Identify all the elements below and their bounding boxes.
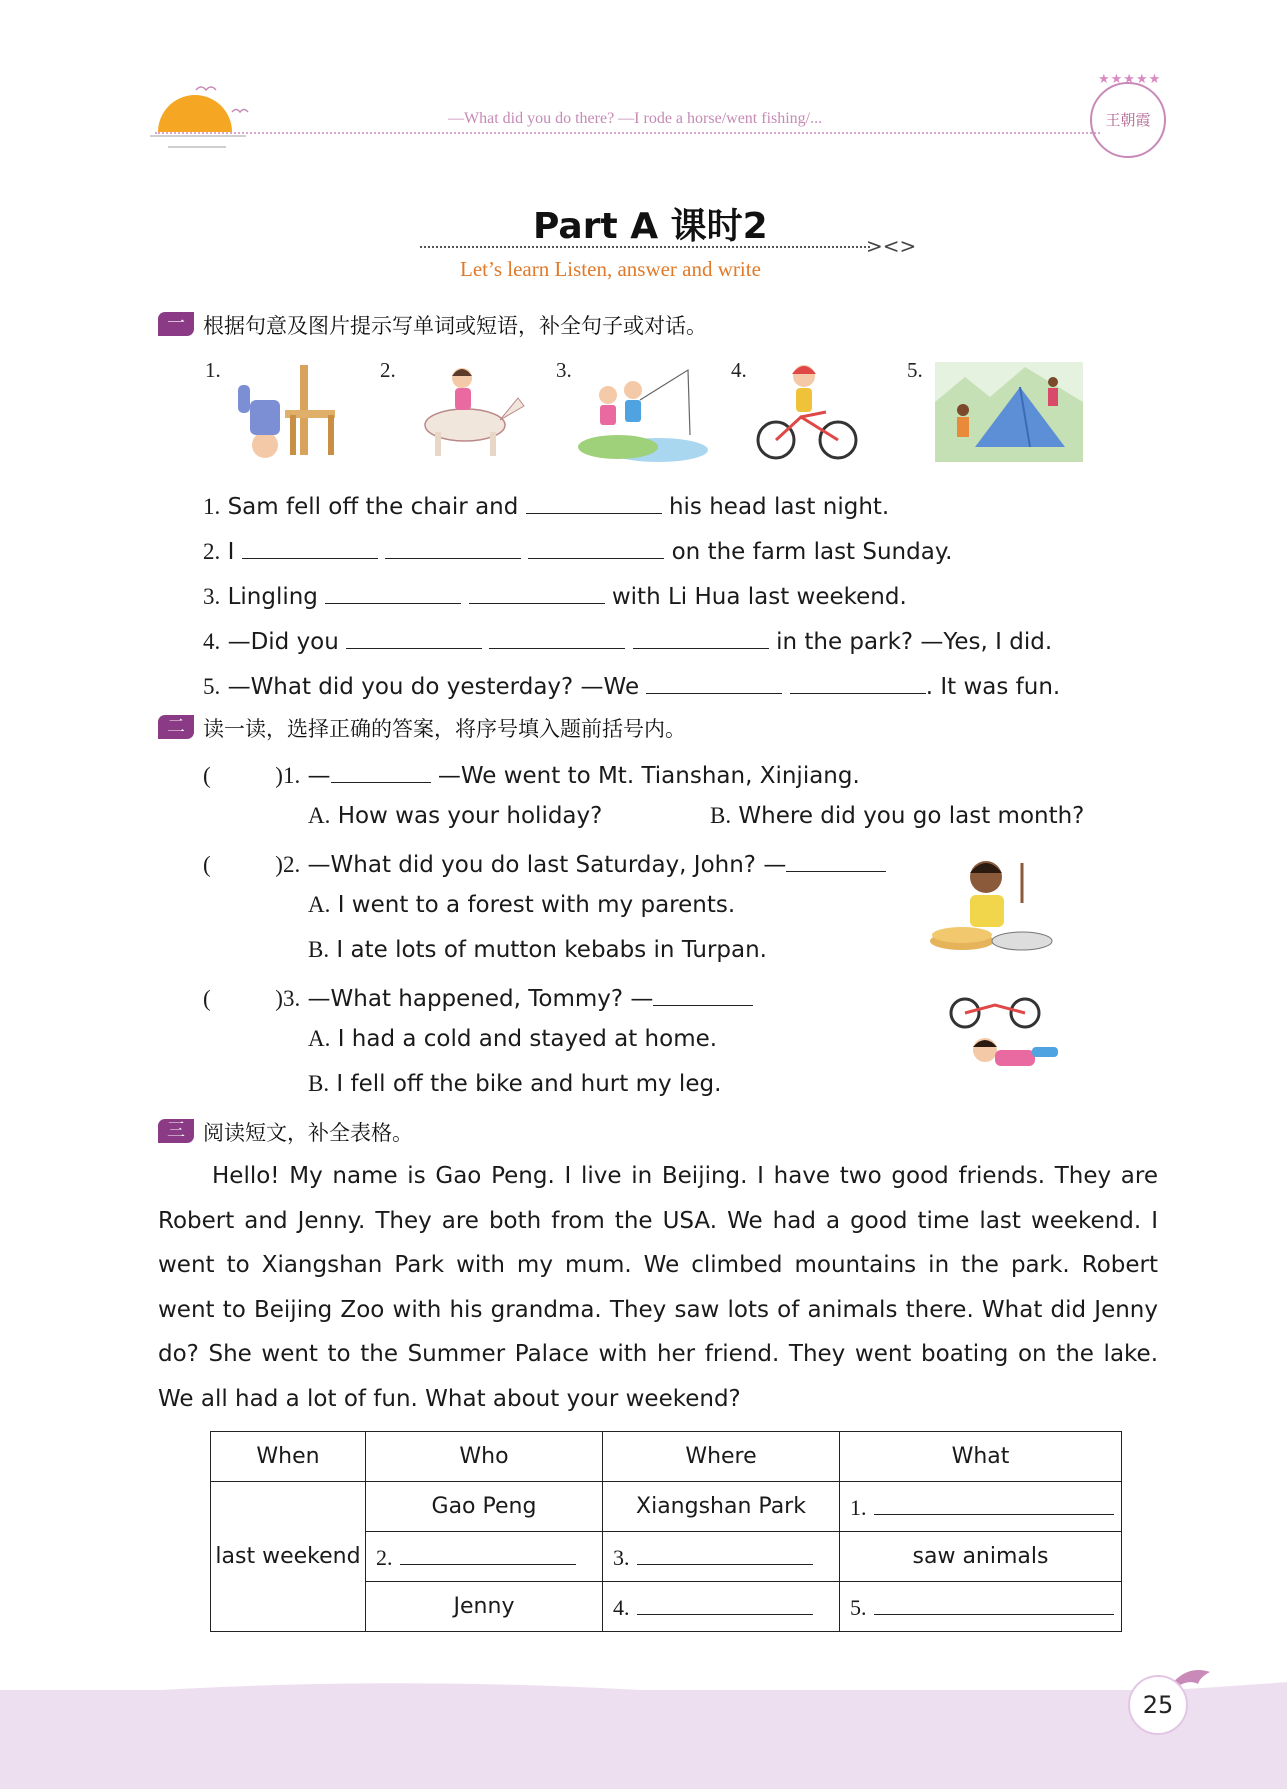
answer-paren[interactable] xyxy=(218,982,268,1006)
birds-icon xyxy=(194,82,254,122)
table-header-cell: What xyxy=(840,1432,1122,1482)
header-rule xyxy=(155,132,1100,134)
answer-blank[interactable] xyxy=(874,1592,1114,1615)
answer-blank[interactable] xyxy=(874,1492,1114,1515)
fish-icon: ><> xyxy=(866,234,917,258)
fill-sentence-2: 2. I on the farm last Sunday. xyxy=(203,534,952,565)
fill-sentence-1: 1. Sam fell off the chair and his head last night. xyxy=(203,489,889,520)
option-a: A. I had a cold and stayed at home. xyxy=(308,1026,718,1052)
picture-number: 4. xyxy=(731,358,747,382)
choice-question-1: ( )1. — —We went to Mt. Tianshan, Xinjiang. xyxy=(203,758,860,789)
boy-fell-off-bike-illustration xyxy=(940,995,1070,1085)
answer-blank[interactable] xyxy=(242,534,378,559)
answer-blank xyxy=(331,758,431,783)
fill-sentence-3: 3. Lingling with Li Hua last weekend. xyxy=(203,579,907,610)
option-b: B. I ate lots of mutton kebabs in Turpan. xyxy=(308,937,767,963)
answer-paren[interactable] xyxy=(218,759,268,783)
fallen-child-chair-illustration xyxy=(230,360,360,460)
footer-band xyxy=(0,1690,1287,1789)
picture-number: 1. xyxy=(205,358,221,382)
picture-number: 2. xyxy=(380,358,396,382)
info-table xyxy=(210,1431,1122,1632)
table-header-cell: Who xyxy=(366,1432,603,1482)
table-cell: saw animals xyxy=(840,1532,1122,1582)
title-rule xyxy=(420,246,870,248)
publisher-seal: 王朝霞 xyxy=(1090,82,1166,158)
section-badge-1: 一 xyxy=(158,312,194,336)
fill-sentence-5: 5. —What did you do yesterday? —We . It was fun. xyxy=(203,669,1060,700)
horizon-line xyxy=(168,146,226,148)
table-cell: Gao Peng xyxy=(366,1482,603,1532)
reading-passage: Hello! My name is Gao Peng. I live in Beijing. I have two good friends. They are Robert and Jenny. They are both from the USA. We had a good time last weekend. I went to Xiangshan Park with my mum. We climbed mountains in the park. Robert went to Beijing Zoo with his grandma. They saw lots of animals there. What did Jenny do? She went to the Summer Palace with her friend. They went boating on the lake. We all had a lot of fun. What about your weekend? xyxy=(158,1163,1158,1412)
answer-blank[interactable] xyxy=(790,669,926,694)
choice-question-2: ( )2. —What did you do last Saturday, John? — xyxy=(203,847,886,878)
horizon-line xyxy=(150,135,246,137)
girl-riding-horse-illustration xyxy=(400,360,530,460)
answer-paren[interactable] xyxy=(218,848,268,872)
fill-sentence-4: 4. —Did you in the park? —Yes, I did. xyxy=(203,624,1052,655)
picture-number: 3. xyxy=(556,358,572,382)
table-row xyxy=(211,1482,1122,1532)
section-2-instruction: 读一读，选择正确的答案，将序号填入题前括号内。 xyxy=(203,717,686,741)
boy-eating-kebabs-illustration xyxy=(922,855,1062,955)
table-cell: 5. xyxy=(840,1582,1122,1632)
section-badge-3: 三 xyxy=(158,1119,194,1143)
table-cell: 1. xyxy=(840,1482,1122,1532)
option-a: A. I went to a forest with my parents. xyxy=(308,892,736,918)
table-cell: 2. xyxy=(366,1532,603,1582)
answer-blank[interactable] xyxy=(528,534,664,559)
answer-blank[interactable] xyxy=(633,624,769,649)
table-header-cell: Where xyxy=(603,1432,840,1482)
children-fishing-illustration xyxy=(578,365,708,465)
answer-blank[interactable] xyxy=(325,579,461,604)
table-header-row xyxy=(211,1432,1122,1482)
answer-blank[interactable] xyxy=(489,624,625,649)
girl-riding-bike-illustration xyxy=(746,362,876,462)
page-number: 25 xyxy=(1128,1675,1188,1735)
page-subtitle: Let’s learn Listen, answer and write xyxy=(460,257,761,281)
answer-blank[interactable] xyxy=(526,489,662,514)
picture-number: 5. xyxy=(907,358,923,382)
answer-blank[interactable] xyxy=(385,534,521,559)
choice-question-3: ( )3. —What happened, Tommy? — xyxy=(203,981,753,1012)
answer-blank[interactable] xyxy=(637,1592,813,1615)
camping-tent-illustration xyxy=(935,362,1083,462)
answer-blank xyxy=(653,981,753,1006)
table-cell: Jenny xyxy=(366,1582,603,1632)
section-3-instruction: 阅读短文，补全表格。 xyxy=(203,1121,413,1145)
running-title: —What did you do there? —I rode a horse/went fishing/... xyxy=(448,110,823,127)
answer-blank[interactable] xyxy=(637,1542,813,1565)
table-cell: 4. xyxy=(603,1582,840,1632)
section-badge-2: 二 xyxy=(158,715,194,739)
option-b: B. I fell off the bike and hurt my leg. xyxy=(308,1071,722,1097)
section-1-instruction: 根据句意及图片提示写单词或短语，补全句子或对话。 xyxy=(203,314,707,338)
option-a: A. How was your holiday? xyxy=(308,803,603,829)
answer-blank[interactable] xyxy=(400,1542,576,1565)
table-cell: Xiangshan Park xyxy=(603,1482,840,1532)
table-header-cell: When xyxy=(211,1432,366,1482)
stars-icon: ★★★★★ xyxy=(1098,72,1162,87)
answer-blank[interactable] xyxy=(646,669,782,694)
page-title: Part A 课时2 xyxy=(533,206,768,247)
answer-blank xyxy=(786,847,886,872)
option-b: B. Where did you go last month? xyxy=(710,803,1085,829)
answer-blank[interactable] xyxy=(469,579,605,604)
table-cell-when: last weekend xyxy=(211,1482,366,1632)
table-cell: 3. xyxy=(603,1532,840,1582)
answer-blank[interactable] xyxy=(346,624,482,649)
